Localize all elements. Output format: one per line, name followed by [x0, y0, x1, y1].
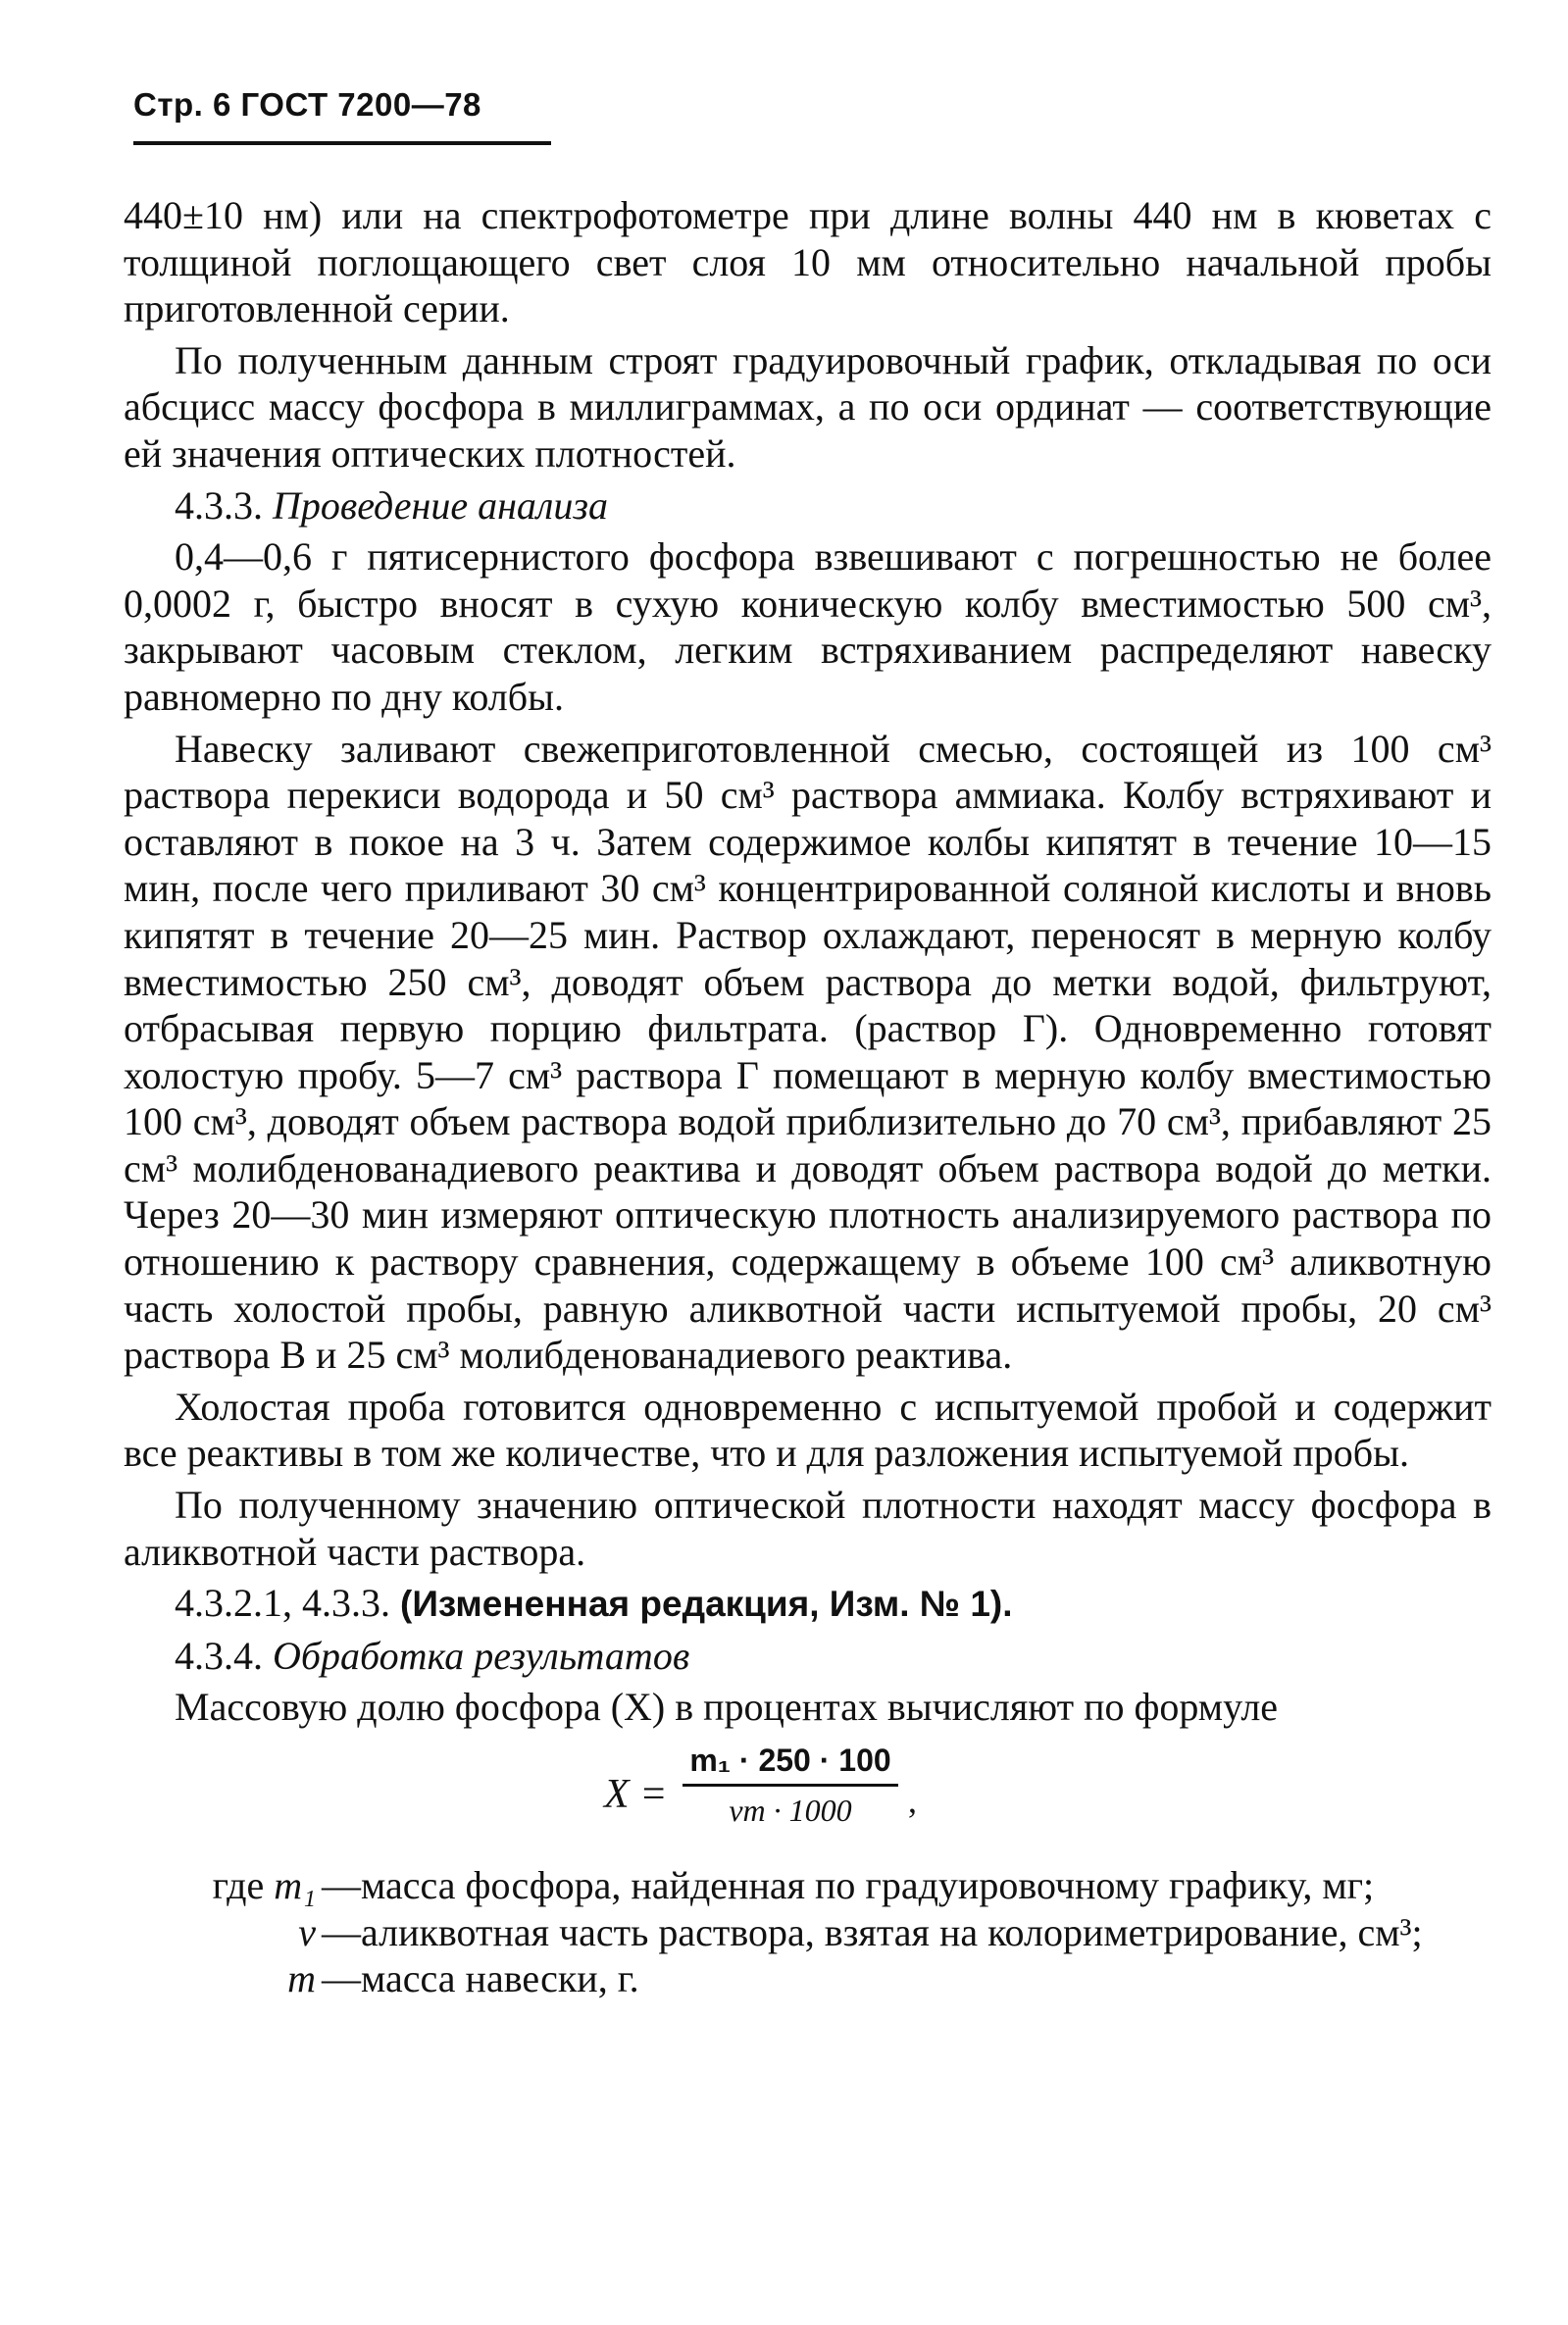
paragraph-1: 440±10 нм) или на спектрофотометре при длине волны 440 нм в кюветах с толщиной поглощающего свет слоя 10 мм относительно начальной пробы приготовленной серии. [124, 193, 1492, 331]
page-header: Стр. 6 ГОСТ 7200—78 [133, 86, 481, 123]
definition-symbol: v [298, 1909, 316, 1954]
formula-fraction [683, 1739, 898, 1832]
formula-denominator: vm · 1000 [729, 1793, 852, 1828]
paragraph-7: Массовую долю фосфора (X) в процентах вычисляют по формуле [175, 1685, 1279, 1730]
section-title: Обработка результатов [273, 1633, 690, 1678]
definition-symbol: m₁ [274, 1863, 316, 1907]
paragraph-4: Навеску заливают свежеприготовленной смесью, состоящей из 100 см³ раствора перекиси водорода и 50 см³ раствора аммиака. Колбу встряхивают и оставляют в покое на 3 ч. Затем содержимое колбы кипятят в течение 10—15 мин, после чего приливают 30 см³ концентрированной соляной кислоты и вновь кипятят в течение 20—25 мин. Раствор охлаждают, переносят в мерную колбу вместимостью 250 см³, доводят объем раствора до метки водой, фильтруют, отбрасывая первую порцию фильтрата. (раствор Г). Одновременно готовят холостую пробу. 5—7 см³ раствора Г помещают в мерную колбу вместимостью 100 см³, доводят объем раствора водой приблизительно до 70 см³, прибавляют 25 см³ молибденованадиевого реактива и доводят объем раствора водой до метки. Через 20—30 мин измеряют оптическую плотность анализируемого раствора по отношению к раствору сравнения, содержащему в объеме 100 см³ аликвотную часть холостой пробы, равную аликвотной части испытуемой пробы, 20 см³ раствора В и 25 см³ молибденованадиевого реактива. [124, 726, 1492, 1378]
definition-text: —аликвотная часть раствора, взятая на колориметрирование, см³; [322, 1909, 1423, 1954]
paragraph-6: По полученному значению оптической плотности находят массу фосфора в аликвотной части раствора. [124, 1483, 1492, 1574]
section-number: 4.3.4. [175, 1633, 263, 1678]
document-body [124, 192, 1492, 2002]
amendment-text: (Измененная редакция, Изм. № 1). [400, 1584, 1013, 1625]
definition-text: —масса навески, г. [322, 1956, 639, 2001]
definition-item [124, 1955, 1492, 2002]
definition-prefix: где [212, 1863, 265, 1907]
fraction-bar [683, 1784, 898, 1787]
paragraph-2: По полученным данным строят градуировочный график, откладывая по оси абсцисс массу фосфора в миллиграммах, а по оси ординат — соответствующие ей значения оптических плотностей. [124, 337, 1492, 476]
definition-text: —масса фосфора, найденная по градуировочному графику, мг; [322, 1863, 1375, 1907]
amendment-ref: 4.3.2.1, 4.3.3. [175, 1581, 390, 1626]
section-4-3-4-heading [124, 1633, 1492, 1680]
paragraph-3: 0,4—0,6 г пятисернистого фосфора взвешивают с погрешностью не более 0,0002 г, быстро вносят в сухую коническую колбу вместимостью 500 см³, закрывают часовым стеклом, легким встряхиванием распределяют навеску равномерно по дну колбы. [124, 534, 1492, 719]
definition-item [124, 1909, 1492, 1956]
section-title: Проведение анализа [273, 482, 608, 528]
formula-lhs: X = [604, 1772, 668, 1817]
section-number: 4.3.3. [175, 482, 263, 528]
section-4-3-3-heading [124, 482, 1492, 530]
header-rule [133, 141, 551, 145]
formula-numerator: m₁ · 250 · 100 [689, 1743, 891, 1778]
definition-symbol: m [287, 1956, 316, 2001]
definition-item [124, 1862, 1492, 1909]
definitions-list [124, 1862, 1492, 2002]
formula-tail: , [908, 1781, 917, 1820]
formula [124, 1739, 1492, 1856]
amendment-note [124, 1580, 1492, 1628]
paragraph-5: Холостая проба готовится одновременно с испытуемой пробой и содержит все реактивы в том же количестве, что и для разложения испытуемой пробы. [124, 1384, 1492, 1476]
